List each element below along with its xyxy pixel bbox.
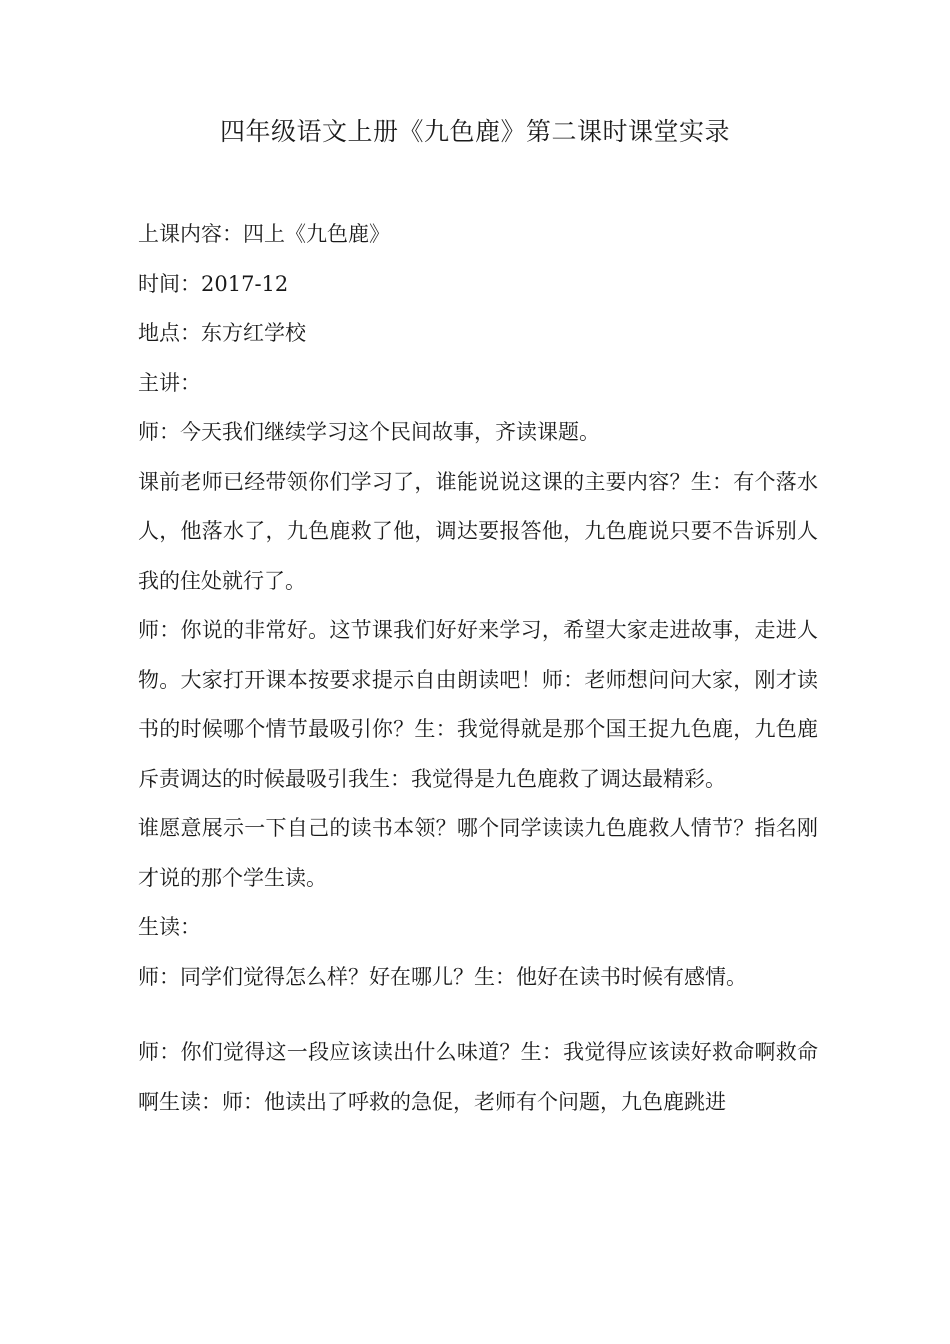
paragraph-student-reads: 生读： <box>138 915 201 939</box>
paragraph-location: 地点：东方红学校 <box>138 321 306 345</box>
paragraph-time: 时间：2017-12 <box>138 271 289 296</box>
paragraph-lecturer: 主讲： <box>138 370 201 395</box>
paragraph-reading-task: 师：你说的非常好。这节课我们好好来学习，希望大家走进故事，走进人物。大家打开课本按要求提示自由朗读吧！师：老师想问问大家，刚才读书的时候哪个情节最吸引你？生：我觉得就是那个国王捉九色鹿，九色鹿斥责调达的时候最吸引我生：我觉得是九色鹿救了调达最精彩。 <box>138 618 818 791</box>
paragraph-evaluation: 师：同学们觉得怎么样？好在哪儿？生：他好在读书时候有感情。 <box>138 964 747 989</box>
paragraph-reading-flavor: 师：你们觉得这一段应该读出什么味道？生：我觉得应该读好救命啊救命啊生读：师：他读出了呼救的急促，老师有个问题，九色鹿跳进 <box>138 1040 818 1114</box>
paragraph-main-content: 课前老师已经带领你们学习了，谁能说说这课的主要内容？生：有个落水人，他落水了，九色鹿救了他，调达要报答他，九色鹿说只要不告诉别人我的住处就行了。 <box>138 469 818 593</box>
paragraph-teacher-intro: 师：今天我们继续学习这个民间故事，齐读课题。 <box>138 420 600 444</box>
paragraph-show-reading: 谁愿意展示一下自己的读书本领？哪个同学读读九色鹿救人情节？指名刚才说的那个学生读。 <box>138 816 818 890</box>
document-body <box>138 210 818 1127</box>
document-title: 四年级语文上册《九色鹿》第二课时课堂实录 <box>219 117 730 146</box>
paragraph-lesson-content: 上课内容：四上《九色鹿》 <box>138 222 390 246</box>
